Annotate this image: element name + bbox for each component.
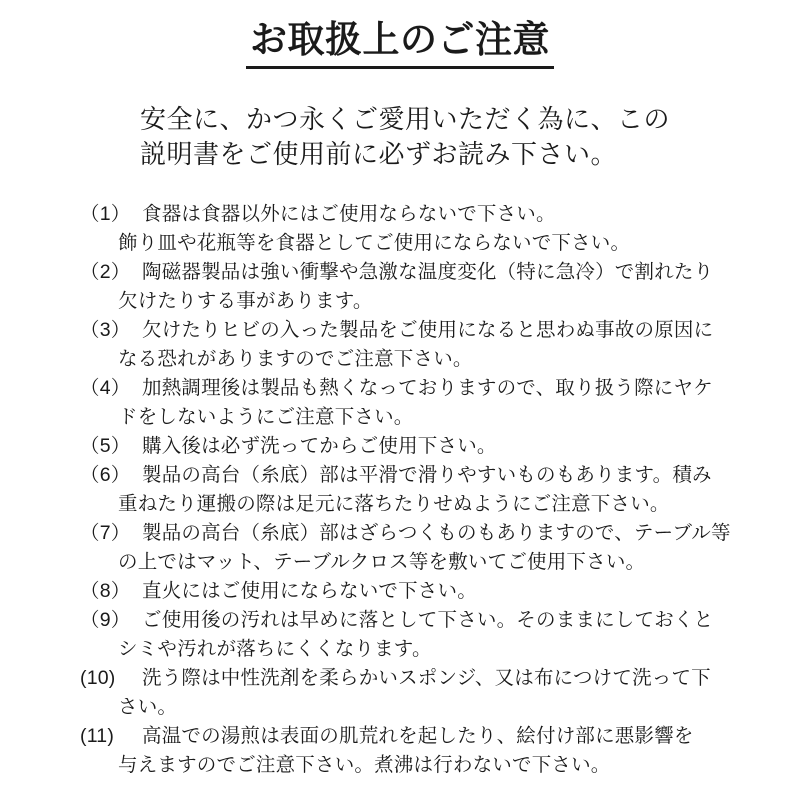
item-text-line: 欠けたりする事があります。 [118,290,373,312]
item-number: （8） [80,580,131,602]
precaution-item-8 [0,577,740,606]
item-text-line: 飾り皿や花瓶等を食器としてご使用にならないで下さい。 [118,232,631,254]
item-number: （7） [80,522,131,544]
title-container [0,20,800,69]
precaution-item-10 [0,664,740,722]
item-text-line: 重ねたり運搬の際は足元に落ちたりせぬようにご注意下さい。 [118,493,670,515]
item-text-line: 製品の高台（糸底）部は平滑で滑りやすいものもあります。積み [142,464,712,486]
item-text-line: さい。 [118,696,178,718]
item-text-line: 食器は食器以外にはご使用ならないで下さい。 [142,203,556,225]
precaution-item-5 [0,432,740,461]
intro-line-2: 説明書をご使用前に必ずお読み下さい。 [140,139,618,169]
item-text-line: 洗う際は中性洗剤を柔らかいスポンジ、又は布につけて洗って下 [142,667,711,689]
item-text-line: 陶磁器製品は強い衝撃や急激な温度変化（特に急冷）で割れたり [142,261,714,283]
precaution-list [0,200,740,780]
item-text-line: 購入後は必ず洗ってからご使用下さい。 [142,435,497,457]
item-number: （9） [80,609,131,631]
precaution-item-3 [0,316,740,374]
item-number: （5） [80,435,131,457]
item-number: （2） [80,261,131,283]
item-number: (11) [80,725,115,747]
precaution-item-11 [0,722,740,780]
item-text-line: 与えますのでご注意下さい。煮沸は行わないで下さい。 [118,754,611,776]
item-text-line: の上ではマット、テーブルクロス等を敷いてご使用下さい。 [118,551,646,573]
intro-text [140,102,700,172]
item-number: （1） [80,203,131,225]
item-text-line: シミや汚れが落ちにくくなります。 [118,638,432,660]
item-text-line: ご使用後の汚れは早めに落として下さい。そのままにしておくと [142,609,714,631]
item-number: （4） [80,377,131,399]
item-number: (10) [80,667,116,689]
precaution-item-2 [0,258,740,316]
item-text-line: 高温での湯煎は表面の肌荒れを起したり、絵付け部に悪影響を [142,725,694,747]
intro-line-1: 安全に、かつ永くご愛用いただく為に、この [140,104,671,134]
page-title: お取扱上のご注意 [246,20,554,69]
item-text-line: なる恐れがありますのでご注意下さい。 [118,348,473,370]
precaution-item-6 [0,461,740,519]
item-text-line: 加熱調理後は製品も熱くなっておりますので、取り扱う際にヤケ [142,377,713,399]
precaution-item-4 [0,374,740,432]
item-text-line: 欠けたりヒビの入った製品をご使用になると思わぬ事故の原因に [142,319,714,341]
item-text-line: ドをしないようにご注意下さい。 [118,406,414,428]
precaution-item-1 [0,200,740,258]
item-number: （6） [80,464,131,486]
item-text-line: 直火にはご使用にならないで下さい。 [142,580,477,602]
item-text-line: 製品の高台（糸底）部はざらつくものもありますので、テーブル等 [142,522,731,544]
precaution-item-9 [0,606,740,664]
item-number: （3） [80,319,131,341]
precaution-item-7 [0,519,740,577]
